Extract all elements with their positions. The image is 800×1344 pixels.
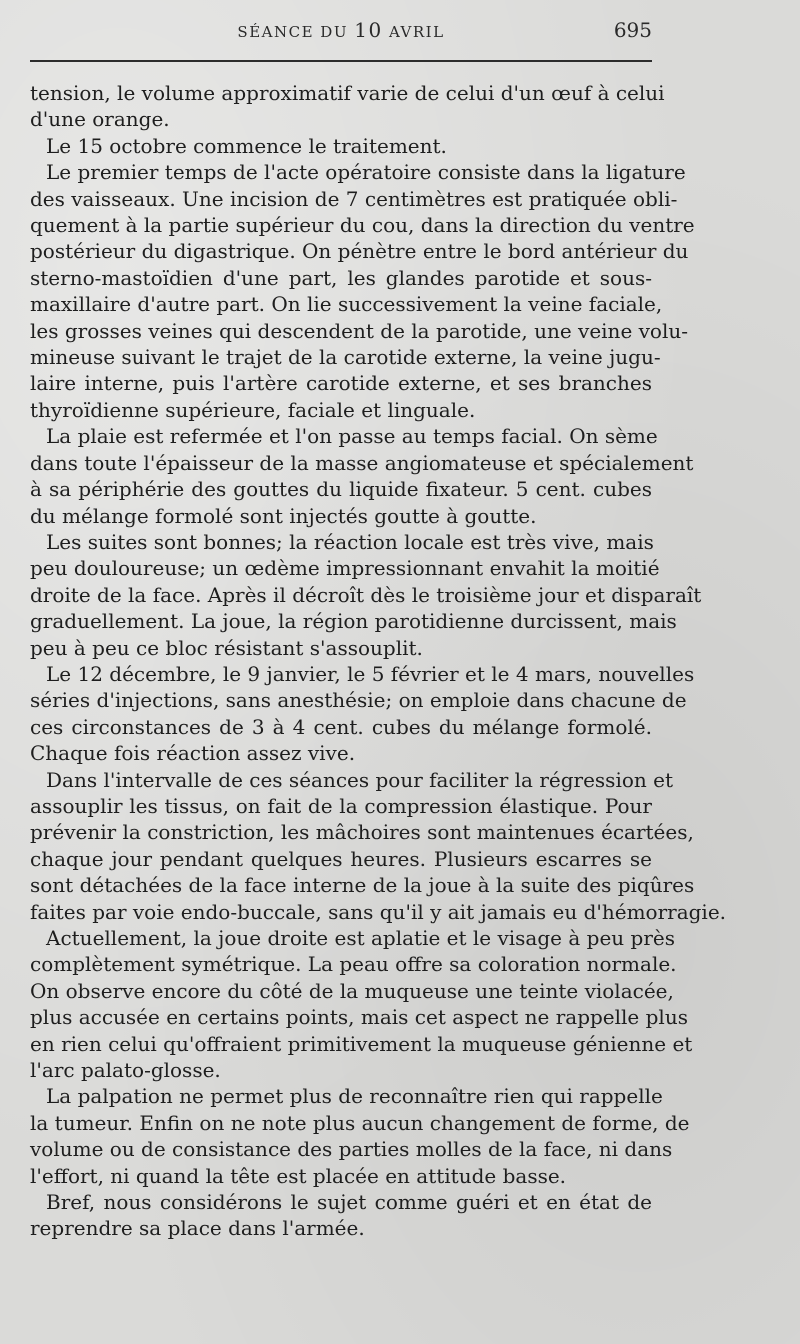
text-line: graduellement. La joue, la région parotidienne durcissent, mais: [30, 609, 677, 634]
paragraph: [30, 767, 727, 925]
text-line: les grosses veines qui descendent de la parotide, une veine volu-: [30, 318, 689, 343]
paragraph: [30, 925, 693, 1083]
running-title-day: 10: [354, 18, 383, 42]
paragraph: [30, 529, 702, 661]
paragraph: [30, 1083, 690, 1189]
text-line: Le 12 décembre, le 9 janvier, le 5 février et le 4 mars, nouvelles: [46, 661, 695, 686]
text-line: l'effort, ni quand la tête est placée en attitude basse.: [30, 1163, 567, 1188]
text-line: ces circonstances de 3 à 4 cent. cubes du mélange formolé.: [30, 714, 652, 739]
text-line: Chaque fois réaction assez vive.: [30, 741, 356, 766]
text-line: On observe encore du côté de la muqueuse une teinte violacée,: [30, 978, 674, 1003]
running-title-suffix: AVRIL: [382, 23, 445, 41]
running-title: [30, 18, 652, 42]
text-line: l'arc palato-glosse.: [30, 1058, 221, 1083]
text-line: Le 15 octobre commence le traitement.: [46, 133, 447, 158]
text-line: volume ou de consistance des parties molles de la face, ni dans: [30, 1137, 673, 1162]
text-line: sont détachées de la face interne de la joue à la suite des piqûres: [30, 873, 695, 898]
text-line: sterno-mastoïdien d'une part, les glandes parotide et sous-: [30, 265, 652, 290]
text-line: droite de la face. Après il décroît dès le troisième jour et disparaît: [30, 582, 702, 607]
paragraph: [30, 661, 695, 767]
text-line: séries d'injections, sans anesthésie; on emploie dans chacune de: [30, 688, 687, 713]
text-line: La palpation ne permet plus de reconnaître rien qui rappelle: [46, 1084, 663, 1109]
text-line: Bref, nous considérons le sujet comme guéri et en état de: [46, 1190, 652, 1215]
paragraph: [30, 80, 665, 133]
text-line: du mélange formolé sont injectés goutte à goutte.: [30, 503, 537, 528]
text-line: chaque jour pendant quelques heures. Plusieurs escarres se: [30, 846, 652, 871]
page-number: 695: [613, 18, 652, 42]
text-line: La plaie est refermée et l'on passe au temps facial. On sème: [46, 424, 658, 449]
text-line: la tumeur. Enfin on ne note plus aucun changement de forme, de: [30, 1110, 690, 1135]
text-line: mineuse suivant le trajet de la carotide externe, la veine jugu-: [30, 345, 661, 370]
text-line: des vaisseaux. Une incision de 7 centimètres est pratiquée obli-: [30, 186, 678, 211]
text-line: dans toute l'épaisseur de la masse angiomateuse et spécialement: [30, 450, 694, 475]
text-line: reprendre sa place dans l'armée.: [30, 1216, 365, 1241]
text-line: peu à peu ce bloc résistant s'assouplit.: [30, 635, 423, 660]
text-line: faites par voie endo-buccale, sans qu'il y ait jamais eu d'hémorragie.: [30, 899, 727, 924]
text-line: Le premier temps de l'acte opératoire consiste dans la ligature: [46, 160, 686, 185]
text-line: postérieur du digastrique. On pénètre entre le bord antérieur du: [30, 239, 689, 264]
text-line: prévenir la constriction, les mâchoires sont maintenues écartées,: [30, 820, 694, 845]
text-line: assouplir les tissus, on fait de la compression élastique. Pour: [30, 793, 652, 818]
text-line: d'une orange.: [30, 107, 170, 132]
text-line: Les suites sont bonnes; la réaction locale est très vive, mais: [46, 529, 654, 554]
text-line: en rien celui qu'offraient primitivement la muqueuse génienne et: [30, 1031, 693, 1056]
text-line: peu douloureuse; un œdème impressionnant envahit la moitié: [30, 556, 660, 581]
text-line: thyroïdienne supérieure, faciale et linguale.: [30, 397, 476, 422]
paragraph: [30, 159, 695, 423]
running-title-prefix: SÉANCE DU: [237, 23, 355, 41]
text-line: laire interne, puis l'artère carotide externe, et ses branches: [30, 371, 652, 396]
text-line: quement à la partie supérieur du cou, dans la direction du ventre: [30, 213, 695, 238]
text-line: Actuellement, la joue droite est aplatie et le visage à peu près: [46, 926, 675, 950]
body-text: [30, 80, 727, 1242]
text-line: complètement symétrique. La peau offre sa coloration normale.: [30, 952, 677, 977]
paragraph: [30, 1189, 652, 1242]
header-rule: [30, 60, 652, 62]
text-line: tension, le volume approximatif varie de celui d'un œuf à celui: [30, 81, 665, 105]
running-header: [30, 18, 652, 46]
text-line: maxillaire d'autre part. On lie successivement la veine faciale,: [30, 292, 663, 317]
paragraph: [30, 423, 694, 529]
text-line: Dans l'intervalle de ces séances pour faciliter la régression et: [46, 767, 673, 792]
paragraph: [30, 133, 652, 159]
text-line: à sa périphérie des gouttes du liquide fixateur. 5 cent. cubes: [30, 477, 652, 502]
text-line: plus accusée en certains points, mais cet aspect ne rappelle plus: [30, 1005, 688, 1030]
